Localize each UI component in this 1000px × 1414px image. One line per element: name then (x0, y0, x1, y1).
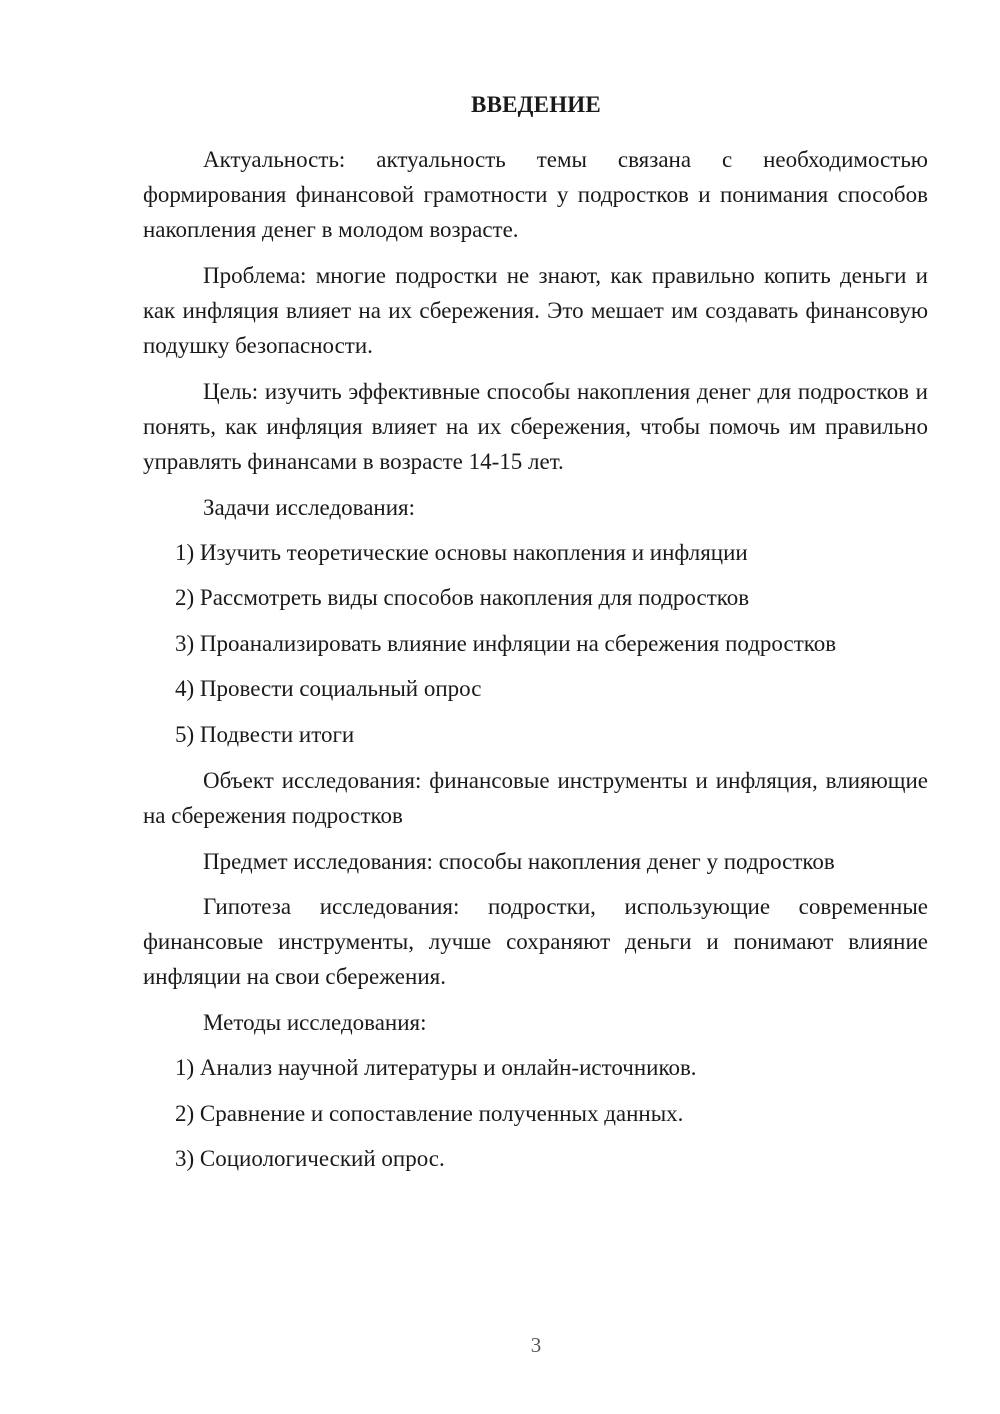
problem-paragraph: Проблема: многие подростки не знают, как правильно копить деньги и как инфляция влияет на их сбережения. Это мешает им создавать финансовую подушку безопасности. (143, 263, 928, 358)
hypothesis-paragraph: Гипотеза исследования: подростки, использующие современные финансовые инструменты, лучше сохраняют деньги и понимают влияние инфляции на свои сбережения. (143, 894, 928, 989)
methods-heading: Методы исследования: (203, 1010, 427, 1035)
task-item-3: 3) Проанализировать влияние инфляции на сбережения подростков (175, 631, 837, 656)
tasks-heading: Задачи исследования: (203, 495, 416, 520)
subject-paragraph: Предмет исследования: способы накопления денег у подростков (203, 849, 835, 874)
task-item-2: 2) Рассмотреть виды способов накопления для подростков (175, 585, 750, 610)
method-item-1: 1) Анализ научной литературы и онлайн-источников. (175, 1055, 697, 1080)
relevance-paragraph: Актуальность: актуальность темы связана с необходимостью формирования финансовой грамотности у подростков и понимания способов накопления денег в молодом возрасте. (143, 147, 928, 242)
goal-paragraph: Цель: изучить эффективные способы накопления денег для подростков и понять, как инфляция влияет на их сбережения, чтобы помочь им правильно управлять финансами в возрасте 14-15 лет. (143, 379, 928, 474)
method-item-2: 2) Сравнение и сопоставление полученных данных. (175, 1101, 684, 1126)
method-item-3: 3) Социологический опрос. (175, 1146, 445, 1171)
object-paragraph: Объект исследования: финансовые инструменты и инфляция, влияющие на сбережения подростков (143, 768, 928, 828)
page-title: ВВЕДЕНИЕ (471, 92, 601, 117)
page-number: 3 (530, 1333, 542, 1357)
task-item-1: 1) Изучить теоретические основы накопления и инфляции (175, 540, 748, 565)
task-item-4: 4) Провести социальный опрос (175, 676, 482, 701)
task-item-5: 5) Подвести итоги (175, 722, 355, 747)
